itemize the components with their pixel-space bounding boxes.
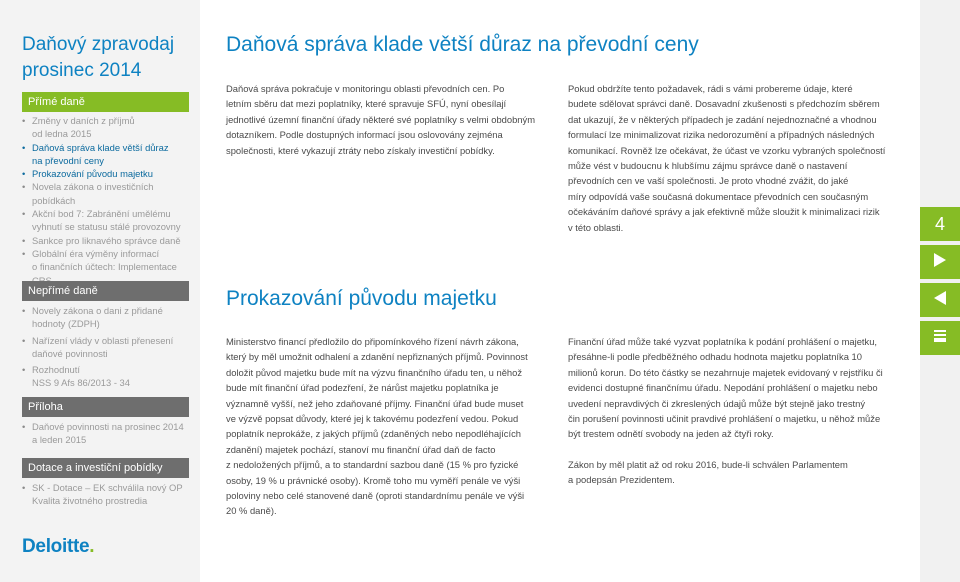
nav-item-line: • Novela zákona o investičních pobídkách (32, 181, 154, 206)
nav-item-line: • Akční bod 7: Zabránění umělému (32, 208, 171, 220)
nav-item-line: • Sankce pro liknavého správce daně (32, 234, 181, 246)
nav-list-indirect-taxes (22, 304, 194, 390)
text-line: milionů korun. Do této částky se nezahrnuje majetek evidovaný v rejstříku či (568, 366, 883, 378)
text-line: Daňová správa pokračuje v monitoringu oblasti převodních cen. Po (226, 83, 505, 94)
text-line: formulací lze minimalizovat rizika nedorozumění a případných následných (568, 129, 875, 141)
publication-date-line: prosinec 2014 (22, 60, 142, 81)
deloitte-logo[interactable] (22, 536, 94, 558)
nav-item-action-point-7[interactable] (22, 207, 194, 234)
publication-title-line: Daňový zpravodaj (22, 34, 175, 55)
page-number: 4 (934, 213, 945, 234)
text-line: Ministerstvo financí předložilo do připomínkového řízení návrh zákona, (226, 336, 519, 347)
text-line: Pokud obdržíte tento požadavek, rádi s vámi probereme údaje, které (568, 83, 853, 94)
text-line: komunikací. Rovněž lze očekávat, že účast ve vzorku vybraných společností (568, 144, 886, 156)
nav-section-appendix[interactable]: Příloha (22, 397, 189, 417)
nav-item-line: na převodní ceny (32, 154, 104, 166)
text-line: 20 % daně). (226, 505, 277, 517)
text-line: bude mít finanční úřad podezření, že nárůst majetku poplatníka je (226, 382, 499, 394)
text-line: významně vyšší, než jeho zdaňované příjmy. Finanční úřad bude muset (226, 397, 524, 409)
text-line: v této oblasti. (568, 221, 624, 233)
nav-item-transfer-pricing[interactable] (22, 141, 194, 168)
article-2-column-2 (568, 334, 903, 488)
triangle-right-icon (933, 252, 947, 273)
nav-item-line: hodnoty (ZDPH) (32, 318, 100, 330)
nav-item-line: • Globální éra výměny informací (32, 247, 160, 259)
text-line: Zákon by měl platit až od roku 2016, bude-li schválen Parlamentem (568, 458, 848, 470)
nav-item-line: • Nařízení vlády v oblasti přenesení (32, 334, 174, 346)
text-line: poplatník neprokáže, z jakých příjmů (zdaněných nebo nepodléhajících (226, 428, 521, 440)
text-line: společnosti, které vykazují ztráty nebo získaly investiční pobídky. (226, 144, 495, 156)
nav-item-line: daňové povinnosti (32, 347, 108, 359)
nav-item-line: NSS 9 Afs 86/2013 - 34 (32, 377, 130, 389)
text-line: očekáváním daňové správy a jak efektivně může sloužit k minimalizaci rizik (568, 206, 880, 218)
nav-item-line: vyhnutí se statusu stálé provozovny (32, 221, 181, 233)
nav-item-asset-origin[interactable] (22, 167, 194, 180)
nav-list-direct-taxes (22, 114, 194, 287)
nav-item-tax-obligations[interactable] (22, 420, 194, 447)
text-line: Finanční úřad může také vyzvat poplatníka k podání prohlášení o majetku, (568, 336, 878, 347)
nav-item-sk-subsidies[interactable] (22, 481, 194, 508)
article-paragraph (226, 81, 561, 158)
nav-item-line: od ledna 2015 (32, 128, 92, 140)
text-line: přesáhne-li podle předběžného odhadu hodnota majetku poplatníka 10 (568, 351, 862, 363)
nav-item-line: a leden 2015 (32, 434, 87, 446)
nav-list-subsidies (22, 481, 194, 508)
article-heading-asset-origin: Prokazování původu majetku (226, 287, 497, 310)
text-line: a podepsán Prezidentem. (568, 474, 675, 486)
nav-item-nss-decision[interactable] (22, 363, 194, 390)
article-paragraph (568, 334, 903, 442)
text-line: být trestem odnětí svobody na jeden až čtyři roky. (568, 428, 774, 440)
publication-title (22, 32, 198, 84)
text-line: uvedení nepravdivých či zkreslených údajů může být stejně jako trestný (568, 397, 866, 409)
text-line: může vést v budoucnu k hlubšímu zájmu správce daně o nastavení (568, 160, 848, 172)
next-page-button[interactable] (920, 245, 960, 279)
article-paragraph (226, 334, 561, 519)
article-paragraph (568, 81, 903, 235)
text-line: převodních cen ve vaší společnosti. Je proto vhodné zvážit, do jaké (568, 175, 849, 187)
text-line: letním sběru dat mezi poplatníky, které spravuje SFÚ, nyní obesílají (226, 98, 507, 110)
text-line: evidenci dostupné finančnímu úřadu. Nepodání prohlášení o majetku nebo (568, 382, 878, 394)
text-line: z nedoložených příjmů, a to standardní sazbou daně (15 % pro fyzické (226, 459, 519, 471)
text-line: budete sdělovat správci daně. Dosavadní zkušenosti s předchozím sběrem (568, 98, 880, 110)
page-number-tile (920, 207, 960, 241)
text-line: dat ukazují, že v některých případech je zadání nejednoznačné a vhodnou (568, 113, 877, 125)
document-home-icon (932, 328, 948, 349)
text-line: osoby, 19 % u právnické osoby). Kromě toho mu vyměří penále ve výši (226, 474, 521, 486)
text-line: který by měl umožnit odhalení a zdanění nepřiznaných příjmů. Povinnost (226, 351, 528, 363)
text-line: poloviny nebo celé stanovené daně (oproti standardnímu penále ve výši (226, 490, 525, 502)
home-button[interactable] (920, 321, 960, 355)
article-1-column-1 (226, 81, 561, 158)
nav-item-line: o finančních účtech: Implementace (32, 261, 177, 273)
article-heading-transfer-pricing: Daňová správa klade větší důraz na převodní ceny (226, 33, 699, 56)
logo-wordmark: Deloitte (22, 536, 90, 557)
text-line: jednotlivé územní finanční úřady některé své poplatníky s velmi obdobným (226, 113, 536, 125)
text-line: dotazníkem. Podle dostupných informací jsou oslovovány zejména (226, 129, 503, 141)
text-line: ve výzvě popsat důvody, které jej k takovému podezření vedou. Pokud (226, 413, 519, 425)
nav-list-appendix (22, 420, 194, 447)
article-paragraph (568, 457, 903, 488)
nav-item-vat-amendments[interactable] (22, 304, 194, 331)
nav-item-line: • Rozhodnutí (32, 364, 80, 376)
nav-item-income-tax-changes[interactable] (22, 114, 194, 141)
article-2-column-1 (226, 334, 561, 519)
text-line: doložit původ majetku bude mít na výzvu finančního úřadu ten, u něhož (226, 366, 523, 378)
nav-item-line: Kvalita životného prostredia (32, 495, 148, 507)
text-line: míry odpovídá vaše současná dokumentace převodních cen současným (568, 190, 869, 202)
nav-item-sanctions[interactable] (22, 234, 194, 247)
nav-item-line: • Změny v daních z příjmů (32, 115, 135, 126)
text-line: čin porušení povinnosti učinit pravdivé prohlášení o majetku, u něhož může (568, 413, 881, 425)
text-line: zdanění) majetek pochází, stanoví mu finanční úřad daň de facto (226, 443, 496, 455)
triangle-left-icon (933, 290, 947, 311)
nav-item-line: • Daňová správa klade větší důraz (32, 141, 169, 153)
nav-item-line: • SK - Dotace – EK schválila nový OP (32, 482, 183, 493)
nav-section-direct-taxes[interactable]: Přímé daně (22, 92, 189, 112)
nav-item-reverse-charge[interactable] (22, 334, 194, 361)
nav-section-indirect-taxes[interactable]: Nepřímé daně (22, 281, 189, 301)
previous-page-button[interactable] (920, 283, 960, 317)
nav-item-line: • Daňové povinnosti na prosinec 2014 (32, 421, 184, 432)
logo-dot: . (89, 536, 95, 557)
nav-item-line: • Novely zákona o dani z přidané (32, 305, 163, 316)
nav-item-investment-incentives[interactable] (22, 180, 194, 207)
sidebar (0, 0, 200, 582)
article-1-column-2 (568, 81, 903, 235)
nav-item-line: • Prokazování původu majetku (32, 168, 153, 180)
nav-section-subsidies[interactable]: Dotace a investiční pobídky (22, 458, 189, 478)
